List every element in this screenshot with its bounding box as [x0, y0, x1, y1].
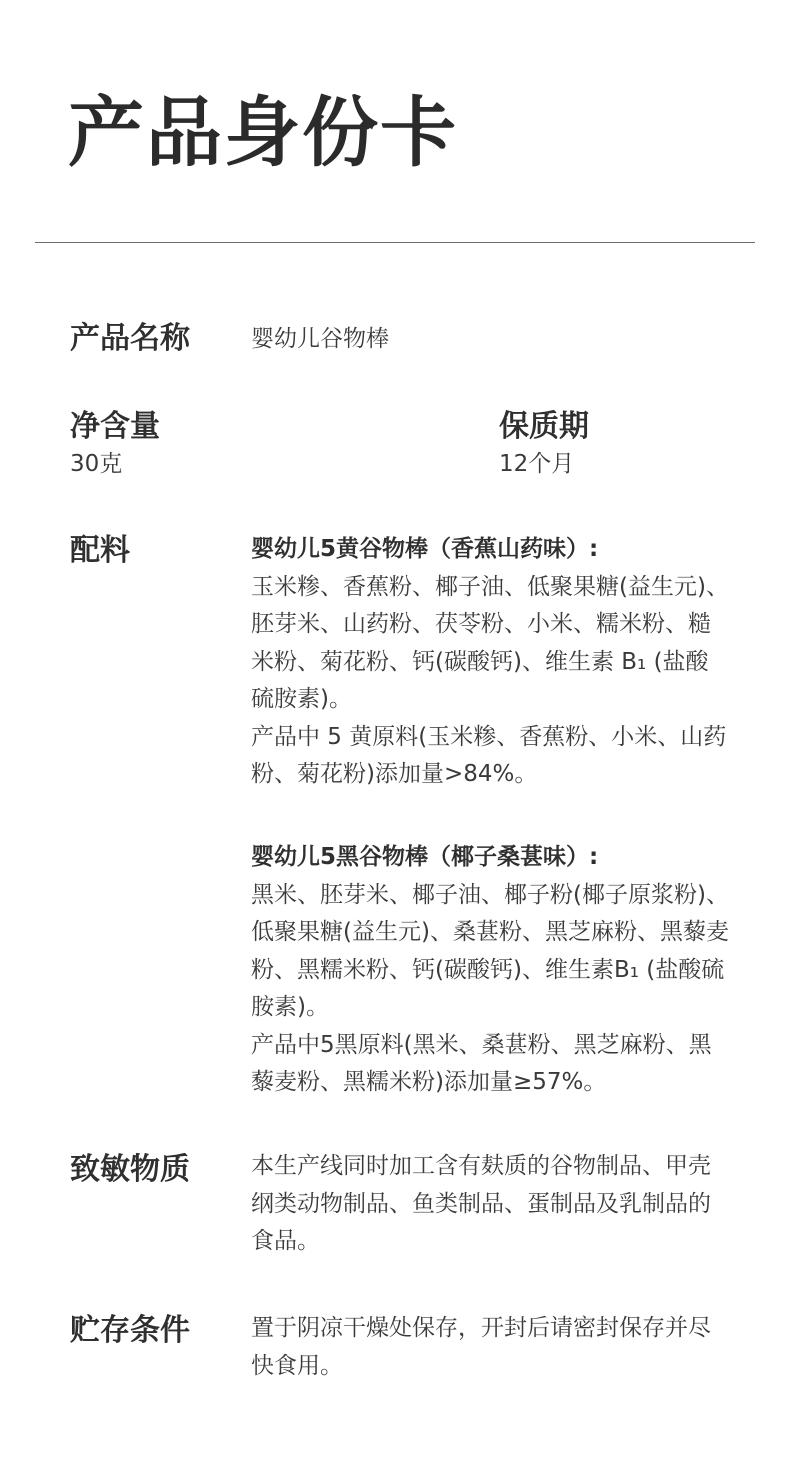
- recipe-ingredient-list: 玉米糁、香蕉粉、椰子油、低聚果糖(益生元)、胚芽米、山药粉、茯苓粉、小米、糯米粉、糙米粉、菊花粉、钙(碳酸钙)、维生素 B₁ (盐酸硫胺素)。: [251, 573, 729, 712]
- recipe-black: [251, 839, 731, 1102]
- net-content-value: 30克: [70, 451, 123, 477]
- recipe-note: 产品中 5 黄原料(玉米糁、香蕉粉、小米、山药粉、菊花粉)添加量>84%。: [251, 723, 727, 787]
- recipe-title: 婴幼儿5黑谷物棒（椰子桑葚味）:: [251, 844, 599, 870]
- shelf-life-label: 保质期: [499, 409, 589, 444]
- page-title: 产品身份卡: [68, 88, 458, 177]
- title-divider: [35, 242, 755, 243]
- ingredients-label: 配料: [70, 533, 130, 568]
- product-name-label: 产品名称: [70, 321, 190, 356]
- product-name-value: 婴幼儿谷物棒: [251, 326, 389, 352]
- storage-value: 置于阴凉干燥处保存，开封后请密封保存并尽快食用。: [251, 1315, 711, 1379]
- shelf-life-value: 12个月: [499, 451, 575, 477]
- recipe-ingredient-list: 黑米、胚芽米、椰子油、椰子粉(椰子原浆粉)、低聚果糖(益生元)、桑葚粉、黑芝麻粉、黑藜麦粉、黑糯米粉、钙(碳酸钙)、维生素B₁ (盐酸硫胺素)。: [251, 881, 729, 1020]
- storage-label: 贮存条件: [70, 1313, 190, 1348]
- recipe-note: 产品中5黑原料(黑米、桑葚粉、黑芝麻粉、黑藜麦粉、黑糯米粉)添加量≥57%。: [251, 1031, 712, 1095]
- allergens-label: 致敏物质: [70, 1152, 190, 1187]
- net-content-label: 净含量: [70, 409, 160, 444]
- recipe-yellow: [251, 531, 731, 794]
- allergens-value: 本生产线同时加工含有麸质的谷物制品、甲壳纲类动物制品、鱼类制品、蛋制品及乳制品的食品。: [251, 1153, 711, 1254]
- recipe-title: 婴幼儿5黄谷物棒（香蕉山药味）:: [251, 536, 599, 562]
